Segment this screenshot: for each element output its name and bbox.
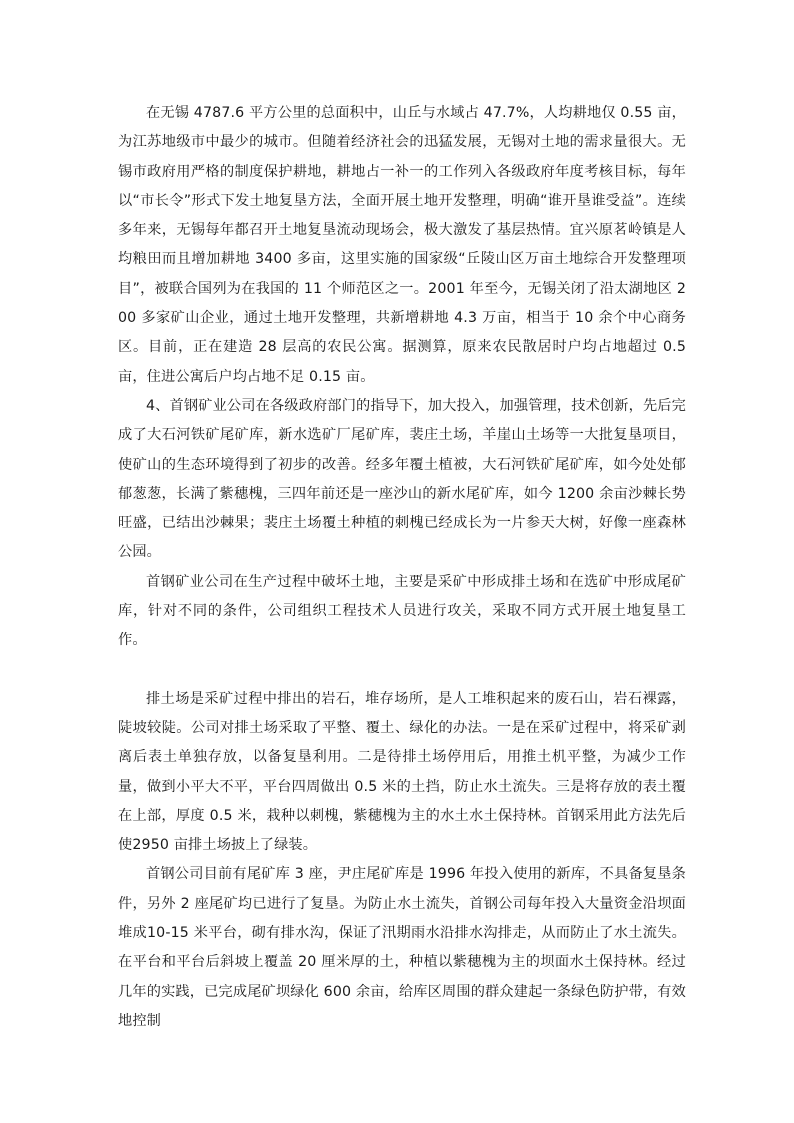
paragraph-shougang-reclamation: 4、首钢矿业公司在各级政府部门的指导下，加大投入，加强管理，技术创新，先后完成了大石河铁矿尾矿库，新水选矿厂尾矿库，裴庄土场，羊崖山土场等一大批复垦项目，使矿山的生态环境得到了初步的改善。经多年覆土植被，大石河铁矿尾矿库，如今处处郁郁葱葱，长满了紫穗槐，三四年前还是一座沙山的新水尾矿库，如今 1200 余亩沙棘长势旺盛，已结出沙棘果；裴庄土场覆土种植的刺槐已经成长为一片参天大树，好像一座森林公园。 (118, 397, 686, 561)
paragraph-shougang-damage: 首钢矿业公司在生产过程中破坏土地，主要是采矿中形成排土场和在选矿中形成尾矿库，针对不同的条件，公司组织工程技术人员进行攻关，采取不同方式开展土地复垦工作。 (118, 573, 686, 649)
paragraph-dump-site: 排土场是采矿过程中排出的岩石，堆存场所，是人工堆积起来的废石山，岩石裸露，陡坡较陡。公司对排土场采取了平整、覆土、绿化的办法。一是在采矿过程中，将采矿剥离后表土单独存放，以备复垦利用。二是待排土场停用后，用推土机平整，为减少工作量，做到小平大不平，平台四周做出 0.5 米的土挡，防止水土流失。三是将存放的表土覆在上部，厚度 0.5 米，栽种以刺槐，紫穗槐为主的水土水土保持林。首钢采用此方法先后使2950 亩排土场披上了绿装。 (118, 690, 686, 854)
paragraph-tailings-pond: 首钢公司目前有尾矿库 3 座，尹庄尾矿库是 1996 年投入使用的新库，不具备复垦条件，另外 2 座尾矿均已进行了复垦。为防止水土流失，首钢公司每年投入大量资金沿坝面堆成10-15 米平台，砌有排水沟，保证了汛期雨水沿排水沟排走，从而防止了水土流失。在平台和平台后斜坡上覆盖 20 厘米厚的土，种植以紫穗槐为主的坝面水土保持林。经过几年的实践，已完成尾矿坝绿化 600 余亩，给库区周围的群众建起一条绿色防护带，有效地控制 (118, 866, 686, 1029)
paragraph-wuxi-land: 在无锡 4787.6 平方公里的总面积中，山丘与水域占 47.7%，人均耕地仅 0.55 亩，为江苏地级市中最少的城市。但随着经济社会的迅猛发展，无锡对土地的需求量很大。无锡市政府用严格的制度保护耕地，耕地占一补一的工作列入各级政府年度考核目标，每年以“市长令”形式下发土地复垦方法，全面开展土地开发整理，明确“谁开垦谁受益”。连续多年来，无锡每年都召开土地复垦流动现场会，极大激发了基层热情。宜兴原茗岭镇是人均粮田而且增加耕地 3400 多亩，这里实施的国家级“丘陵山区万亩土地综合开发整理项目”，被联合国列为在我国的 11 个师范区之一。2001 年至今，无锡关闭了沿太湖地区 200 多家矿山企业，通过土地开发整理，共新增耕地 4.3 万亩，相当于 10 余个中心商务区。目前，正在建造 28 层高的农民公寓。据测算，原来农民散居时户均占地超过 0.5 亩，住进公寓后户均占地不足 0.15 亩。 (118, 105, 686, 385)
document-body (118, 99, 686, 1036)
